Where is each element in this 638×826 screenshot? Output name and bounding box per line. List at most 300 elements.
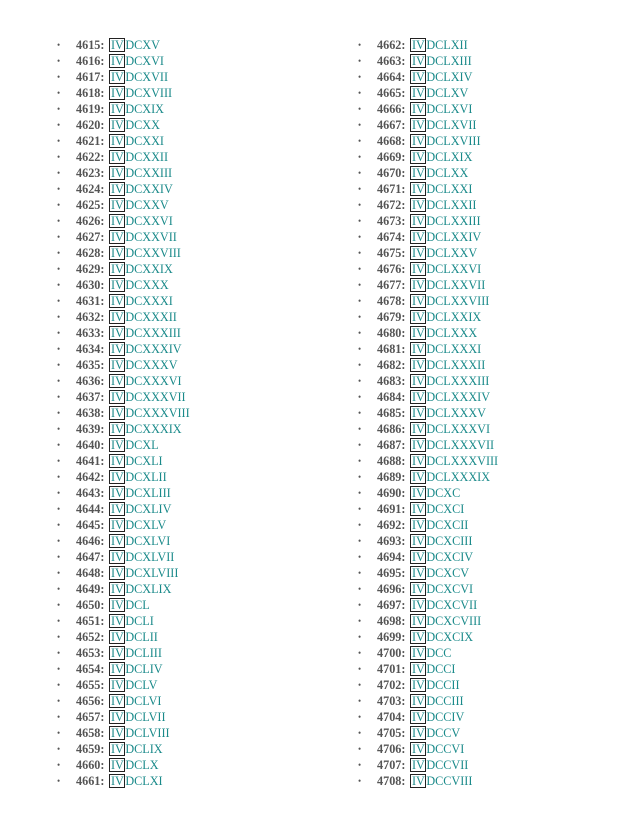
list-item — [358, 261, 498, 277]
item-number: 4642: — [76, 469, 105, 484]
item-number: 4662: — [377, 37, 406, 52]
list-item — [358, 709, 498, 725]
item-number: 4699: — [377, 629, 406, 644]
item-number: 4627: — [76, 229, 105, 244]
boxed-numeral: IV — [411, 229, 425, 244]
list-item — [57, 197, 190, 213]
boxed-numeral: IV — [110, 741, 124, 756]
numeral-suffix: DCLXIV — [426, 69, 473, 84]
item-number: 4706: — [377, 741, 406, 756]
item-number: 4630: — [76, 277, 105, 292]
list-item — [57, 101, 190, 117]
list-item — [57, 453, 190, 469]
bullet-icon: • — [358, 679, 362, 690]
item-number: 4688: — [377, 453, 406, 468]
list-item — [358, 437, 498, 453]
bullet-icon: • — [57, 247, 61, 258]
bullet-icon: • — [358, 599, 362, 610]
numeral-suffix: DCLXXXIX — [426, 469, 490, 484]
numeral-suffix: DCLXXVI — [426, 261, 482, 276]
list-item — [57, 629, 190, 645]
bullet-icon: • — [57, 167, 61, 178]
bullet-icon: • — [57, 695, 61, 706]
item-number: 4679: — [377, 309, 406, 324]
list-item — [57, 741, 190, 757]
list-item — [358, 549, 498, 565]
item-number: 4707: — [377, 757, 406, 772]
numeral-suffix: DCXXXVIII — [125, 405, 190, 420]
numeral-suffix: DCLXXXIII — [426, 373, 490, 388]
list-item — [57, 725, 190, 741]
item-number: 4636: — [76, 373, 105, 388]
list-item — [358, 165, 498, 181]
item-number: 4648: — [76, 565, 105, 580]
boxed-numeral: IV — [110, 357, 124, 372]
bullet-icon: • — [57, 535, 61, 546]
item-number: 4681: — [377, 341, 406, 356]
list-item — [358, 133, 498, 149]
boxed-numeral: IV — [411, 709, 425, 724]
boxed-numeral: IV — [411, 757, 425, 772]
list-item — [358, 533, 498, 549]
numeral-suffix: DCXXVII — [125, 229, 177, 244]
list-item — [57, 117, 190, 133]
bullet-icon: • — [358, 279, 362, 290]
numeral-suffix: DCLVII — [125, 709, 166, 724]
numeral-suffix: DCXXVIII — [125, 245, 181, 260]
bullet-icon: • — [358, 519, 362, 530]
list-item — [57, 677, 190, 693]
list-item — [57, 517, 190, 533]
list-item — [57, 181, 190, 197]
numeral-suffix: DCXLVIII — [125, 565, 179, 580]
numeral-suffix: DCXCVII — [426, 597, 478, 612]
numeral-suffix: DCXXXIX — [125, 421, 182, 436]
item-number: 4689: — [377, 469, 406, 484]
bullet-icon: • — [358, 199, 362, 210]
numeral-suffix: DCXCVIII — [426, 613, 482, 628]
numeral-suffix: DCXXVI — [125, 213, 173, 228]
list-item — [57, 37, 190, 53]
bullet-icon: • — [358, 343, 362, 354]
numeral-suffix: DCLXXIII — [426, 213, 481, 228]
bullet-icon: • — [57, 327, 61, 338]
list-item — [57, 293, 190, 309]
item-number: 4617: — [76, 69, 105, 84]
item-number: 4693: — [377, 533, 406, 548]
list-item — [57, 213, 190, 229]
bullet-icon: • — [57, 183, 61, 194]
numeral-suffix: DCLXVIII — [426, 133, 481, 148]
numeral-suffix: DCLIV — [125, 661, 163, 676]
bullet-icon: • — [358, 167, 362, 178]
bullet-icon: • — [358, 439, 362, 450]
item-number: 4704: — [377, 709, 406, 724]
item-number: 4703: — [377, 693, 406, 708]
numeral-suffix: DCXCI — [426, 501, 465, 516]
item-number: 4633: — [76, 325, 105, 340]
boxed-numeral: IV — [110, 645, 124, 660]
bullet-icon: • — [358, 55, 362, 66]
boxed-numeral: IV — [411, 597, 425, 612]
item-number: 4674: — [377, 229, 406, 244]
item-number: 4623: — [76, 165, 105, 180]
numeral-suffix: DCXLIII — [125, 485, 171, 500]
item-number: 4621: — [76, 133, 105, 148]
bullet-icon: • — [57, 471, 61, 482]
list-item — [57, 165, 190, 181]
bullet-icon: • — [57, 647, 61, 658]
boxed-numeral: IV — [411, 581, 425, 596]
item-number: 4644: — [76, 501, 105, 516]
numeral-suffix: DCLXXXV — [426, 405, 486, 420]
numeral-suffix: DCLII — [125, 629, 158, 644]
bullet-icon: • — [57, 455, 61, 466]
boxed-numeral: IV — [110, 677, 124, 692]
bullet-icon: • — [358, 327, 362, 338]
bullet-icon: • — [57, 343, 61, 354]
list-item — [358, 117, 498, 133]
bullet-icon: • — [57, 663, 61, 674]
numeral-suffix: DCCIV — [426, 709, 465, 724]
boxed-numeral: IV — [411, 677, 425, 692]
list-item — [358, 373, 498, 389]
item-number: 4657: — [76, 709, 105, 724]
list-item — [358, 661, 498, 677]
boxed-numeral: IV — [411, 101, 425, 116]
list-item — [358, 581, 498, 597]
numeral-suffix: DCLVI — [125, 693, 162, 708]
boxed-numeral: IV — [411, 437, 425, 452]
list-item — [57, 773, 190, 789]
list-item — [57, 245, 190, 261]
list-item — [358, 597, 498, 613]
list-item — [57, 341, 190, 357]
numeral-suffix: DCXXIV — [125, 181, 173, 196]
list-item — [358, 757, 498, 773]
bullet-icon: • — [57, 551, 61, 562]
numeral-suffix: DCXXII — [125, 149, 169, 164]
item-number: 4686: — [377, 421, 406, 436]
item-number: 4672: — [377, 197, 406, 212]
boxed-numeral: IV — [411, 741, 425, 756]
list-item — [57, 485, 190, 501]
numeral-suffix: DCXCV — [426, 565, 470, 580]
boxed-numeral: IV — [411, 661, 425, 676]
item-number: 4647: — [76, 549, 105, 564]
bullet-icon: • — [57, 423, 61, 434]
item-number: 4692: — [377, 517, 406, 532]
item-number: 4624: — [76, 181, 105, 196]
boxed-numeral: IV — [110, 37, 124, 52]
item-number: 4625: — [76, 197, 105, 212]
bullet-icon: • — [358, 135, 362, 146]
item-number: 4629: — [76, 261, 105, 276]
numeral-suffix: DCLXXI — [426, 181, 473, 196]
numeral-suffix: DCL — [125, 597, 150, 612]
numeral-suffix: DCXIX — [125, 101, 164, 116]
numeral-suffix: DCLXXXI — [426, 341, 482, 356]
list-item — [358, 613, 498, 629]
item-number: 4673: — [377, 213, 406, 228]
item-number: 4676: — [377, 261, 406, 276]
boxed-numeral: IV — [411, 693, 425, 708]
list-item — [57, 357, 190, 373]
bullet-icon: • — [358, 567, 362, 578]
boxed-numeral: IV — [411, 629, 425, 644]
list-item — [358, 357, 498, 373]
numeral-suffix: DCLXXVII — [426, 277, 486, 292]
numeral-suffix: DCLXX — [426, 165, 469, 180]
bullet-icon: • — [358, 759, 362, 770]
item-number: 4618: — [76, 85, 105, 100]
list-item — [57, 325, 190, 341]
numeral-suffix: DCXVII — [125, 69, 169, 84]
bullet-icon: • — [358, 87, 362, 98]
boxed-numeral: IV — [110, 373, 124, 388]
list-item — [57, 389, 190, 405]
boxed-numeral: IV — [110, 69, 124, 84]
numeral-suffix: DCXXXIV — [125, 341, 182, 356]
list-item — [358, 229, 498, 245]
item-number: 4696: — [377, 581, 406, 596]
item-number: 4667: — [377, 117, 406, 132]
numeral-suffix: DCXXXVII — [125, 389, 186, 404]
numeral-suffix: DCXLI — [125, 453, 163, 468]
bullet-icon: • — [57, 135, 61, 146]
bullet-icon: • — [57, 727, 61, 738]
boxed-numeral: IV — [110, 101, 124, 116]
boxed-numeral: IV — [411, 197, 425, 212]
item-number: 4615: — [76, 37, 105, 52]
numeral-suffix: DCCVI — [426, 741, 465, 756]
bullet-icon: • — [57, 119, 61, 130]
boxed-numeral: IV — [110, 725, 124, 740]
numeral-suffix: DCLXI — [125, 773, 163, 788]
list-item — [57, 149, 190, 165]
boxed-numeral: IV — [411, 501, 425, 516]
boxed-numeral: IV — [110, 597, 124, 612]
boxed-numeral: IV — [411, 325, 425, 340]
boxed-numeral: IV — [411, 725, 425, 740]
boxed-numeral: IV — [110, 469, 124, 484]
bullet-icon: • — [57, 71, 61, 82]
numeral-suffix: DCXLVII — [125, 549, 175, 564]
numeral-suffix: DCLXXIV — [426, 229, 482, 244]
bullet-icon: • — [57, 759, 61, 770]
boxed-numeral: IV — [411, 565, 425, 580]
boxed-numeral: IV — [110, 533, 124, 548]
bullet-icon: • — [358, 263, 362, 274]
list-item — [57, 85, 190, 101]
boxed-numeral: IV — [411, 149, 425, 164]
list-item — [57, 53, 190, 69]
numeral-suffix: DCXXI — [125, 133, 164, 148]
numeral-suffix: DCLI — [125, 613, 154, 628]
bullet-icon: • — [57, 279, 61, 290]
bullet-icon: • — [358, 615, 362, 626]
item-number: 4691: — [377, 501, 406, 516]
boxed-numeral: IV — [110, 117, 124, 132]
numeral-suffix: DCXXXIII — [125, 325, 181, 340]
bullet-icon: • — [57, 375, 61, 386]
numeral-suffix: DCCVIII — [426, 773, 473, 788]
numeral-suffix: DCXLVI — [125, 533, 171, 548]
bullet-icon: • — [57, 151, 61, 162]
list-item — [57, 277, 190, 293]
list-item — [358, 725, 498, 741]
bullet-icon: • — [57, 615, 61, 626]
list-item — [358, 693, 498, 709]
list-item — [57, 229, 190, 245]
boxed-numeral: IV — [411, 485, 425, 500]
bullet-icon: • — [358, 423, 362, 434]
item-number: 4645: — [76, 517, 105, 532]
item-number: 4680: — [377, 325, 406, 340]
numeral-suffix: DCCV — [426, 725, 461, 740]
list-item — [358, 453, 498, 469]
list-item — [358, 69, 498, 85]
list-item — [57, 645, 190, 661]
item-number: 4697: — [377, 597, 406, 612]
boxed-numeral: IV — [411, 69, 425, 84]
numeral-suffix: DCXXXII — [125, 309, 177, 324]
list-item — [358, 101, 498, 117]
item-number: 4695: — [377, 565, 406, 580]
item-number: 4655: — [76, 677, 105, 692]
boxed-numeral: IV — [411, 453, 425, 468]
list-item — [57, 501, 190, 517]
item-number: 4666: — [377, 101, 406, 116]
bullet-icon: • — [358, 295, 362, 306]
list-item — [358, 197, 498, 213]
list-item — [358, 645, 498, 661]
boxed-numeral: IV — [110, 277, 124, 292]
boxed-numeral: IV — [110, 773, 124, 788]
numeral-suffix: DCLVIII — [125, 725, 170, 740]
boxed-numeral: IV — [411, 85, 425, 100]
numeral-suffix: DCLXVI — [426, 101, 473, 116]
numeral-suffix: DCXL — [125, 437, 159, 452]
numeral-suffix: DCLXXXVI — [426, 421, 490, 436]
numeral-suffix: DCXX — [125, 117, 160, 132]
bullet-icon: • — [358, 215, 362, 226]
bullet-icon: • — [358, 727, 362, 738]
numeral-suffix: DCXC — [426, 485, 461, 500]
bullet-icon: • — [57, 103, 61, 114]
boxed-numeral: IV — [110, 485, 124, 500]
numeral-suffix: DCLXXXIV — [426, 389, 490, 404]
item-number: 4678: — [377, 293, 406, 308]
list-item — [57, 613, 190, 629]
boxed-numeral: IV — [110, 261, 124, 276]
numeral-suffix: DCXXX — [125, 277, 169, 292]
item-number: 4649: — [76, 581, 105, 596]
item-number: 4671: — [377, 181, 406, 196]
boxed-numeral: IV — [110, 53, 124, 68]
list-item — [57, 405, 190, 421]
item-number: 4705: — [377, 725, 406, 740]
bullet-icon: • — [358, 103, 362, 114]
numeral-suffix: DCLXXII — [426, 197, 477, 212]
item-number: 4669: — [377, 149, 406, 164]
bullet-icon: • — [57, 487, 61, 498]
list-item — [358, 517, 498, 533]
boxed-numeral: IV — [411, 213, 425, 228]
boxed-numeral: IV — [411, 293, 425, 308]
item-number: 4694: — [377, 549, 406, 564]
boxed-numeral: IV — [411, 117, 425, 132]
boxed-numeral: IV — [411, 773, 425, 788]
boxed-numeral: IV — [411, 165, 425, 180]
list-item — [358, 501, 498, 517]
bullet-icon: • — [57, 743, 61, 754]
numeral-suffix: DCLXIII — [426, 53, 472, 68]
item-number: 4698: — [377, 613, 406, 628]
bullet-icon: • — [358, 359, 362, 370]
bullet-icon: • — [57, 55, 61, 66]
bullet-icon: • — [57, 87, 61, 98]
numeral-suffix: DCLXVII — [426, 117, 477, 132]
bullet-icon: • — [57, 679, 61, 690]
list-item — [358, 389, 498, 405]
bullet-icon: • — [57, 215, 61, 226]
list-item — [358, 293, 498, 309]
bullet-icon: • — [358, 39, 362, 50]
numeral-suffix: DCLXV — [426, 85, 469, 100]
item-number: 4690: — [377, 485, 406, 500]
boxed-numeral: IV — [110, 309, 124, 324]
numeral-suffix: DCCII — [426, 677, 460, 692]
item-number: 4635: — [76, 357, 105, 372]
bullet-icon: • — [358, 471, 362, 482]
numeral-suffix: DCLXXIX — [426, 309, 482, 324]
numeral-suffix: DCLXXXVII — [426, 437, 495, 452]
boxed-numeral: IV — [110, 581, 124, 596]
boxed-numeral: IV — [110, 389, 124, 404]
numeral-suffix: DCLX — [125, 757, 159, 772]
boxed-numeral: IV — [110, 421, 124, 436]
item-number: 4632: — [76, 309, 105, 324]
bullet-icon: • — [358, 695, 362, 706]
boxed-numeral: IV — [411, 245, 425, 260]
item-number: 4638: — [76, 405, 105, 420]
bullet-icon: • — [57, 775, 61, 786]
item-number: 4701: — [377, 661, 406, 676]
boxed-numeral: IV — [411, 645, 425, 660]
bullet-icon: • — [358, 151, 362, 162]
item-number: 4631: — [76, 293, 105, 308]
bullet-icon: • — [57, 519, 61, 530]
list-item — [358, 181, 498, 197]
bullet-icon: • — [358, 247, 362, 258]
boxed-numeral: IV — [411, 613, 425, 628]
boxed-numeral: IV — [411, 133, 425, 148]
list-item — [358, 309, 498, 325]
item-number: 4637: — [76, 389, 105, 404]
list-item — [358, 245, 498, 261]
list-item — [358, 677, 498, 693]
numeral-suffix: DCLXXXII — [426, 357, 486, 372]
item-number: 4702: — [377, 677, 406, 692]
boxed-numeral: IV — [110, 517, 124, 532]
boxed-numeral: IV — [411, 533, 425, 548]
boxed-numeral: IV — [411, 373, 425, 388]
boxed-numeral: IV — [110, 181, 124, 196]
boxed-numeral: IV — [110, 757, 124, 772]
numeral-suffix: DCXLIV — [125, 501, 172, 516]
list-item — [57, 709, 190, 725]
